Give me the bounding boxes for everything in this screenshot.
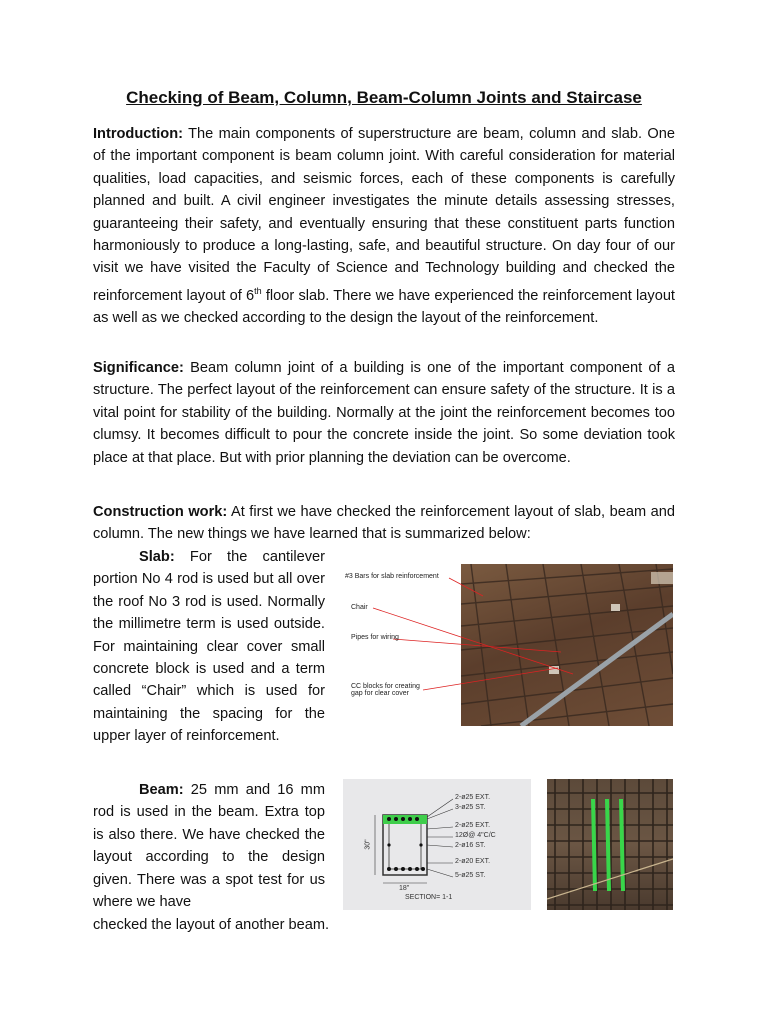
drawing-label-5: 2-ø16 ST. <box>455 842 486 849</box>
drawing-label-4: 12Ø@ 4"C/C <box>455 832 496 839</box>
significance-paragraph <box>93 357 675 469</box>
page-title: Checking of Beam, Column, Beam-Column Joints and Staircase <box>126 88 642 107</box>
beam-heading: Beam: <box>139 782 184 798</box>
drawing-label-3: 2-ø25 EXT. <box>455 822 491 829</box>
construction-heading: Construction work: <box>93 504 228 520</box>
label-pipes: Pipes for wiring <box>351 634 399 641</box>
drawing-label-6: 2-ø20 EXT. <box>455 858 491 865</box>
intro-heading: Introduction: <box>93 126 183 142</box>
slab-figure <box>343 556 673 726</box>
beam-section-drawing <box>343 779 531 910</box>
label-bars: #3 Bars for slab reinforcement <box>345 573 439 580</box>
significance-text: Beam column joint of a building is one of the important component of a structure. The perfect layout of the reinforcement can ensure safety of the structure. It is a vital point for stability of the building. Normally at the joint the reinforcement becomes too clumsy. It becomes difficult to pour the concrete inside the joint. So some deviation took place at that place. But with prior planning the deviation can be overcome. <box>93 360 675 466</box>
drawing-label-2: 3-ø25 ST. <box>455 804 486 811</box>
intro-paragraph <box>93 123 675 330</box>
beam-text-narrow: 25 mm and 16 mm rod is used in the beam. Extra top is also there. We have checked the layout according to the design given. There was a spot test for us where we have <box>93 782 325 911</box>
slab-paragraph <box>93 546 325 748</box>
label-cc-line1: CC blocks for creating <box>351 683 420 690</box>
label-cc-blocks <box>351 683 420 697</box>
construction-paragraph <box>93 501 675 546</box>
drawing-section-label: SECTION= 1-1 <box>405 894 453 901</box>
drawing-height: 30" <box>364 839 372 850</box>
intro-text-b: floor slab. There we have experienced the reinforcement layout as well as we checked according to the design the layout of the reinforcement. <box>93 287 675 327</box>
slab-text: For the cantilever portion No 4 rod is used but all over the roof No 3 rod is used. Normally the millimetre term is used outside. For maintaining clear cover small concrete block is used and a term called “Chair” which is used for maintaining the spacing for the upper layer of reinforcement. <box>93 549 325 745</box>
drawing-width: 18" <box>399 885 410 892</box>
beam-photo <box>547 779 673 910</box>
label-chair: Chair <box>351 604 368 611</box>
significance-heading: Significance: <box>93 360 184 376</box>
label-cc-line2: gap for clear cover <box>351 690 409 697</box>
drawing-label-1: 2-ø25 EXT. <box>455 794 491 801</box>
beam-paragraph <box>93 779 325 913</box>
beam-text-tail: checked the layout of another beam. <box>93 917 330 933</box>
slab-leader-lines <box>343 556 673 726</box>
intro-sup: th <box>254 285 262 296</box>
intro-text-a: The main components of superstructure are beam, column and slab. One of the important component is beam column joint. With careful consideration for material qualities, load capacities, and seismic forces, each of these components is carefully planned and built. A civil engineer investigates the minute details assessing stresses, guaranteeing their safety, and eventually ensuring that these constituent parts function harmoniously to produce a long-lasting, safe, and beautiful structure. On day four of our visit we have visited the Faculty of Science and Technology building and checked the reinforcement layout of 6 <box>93 126 675 304</box>
slab-heading: Slab: <box>139 549 175 565</box>
drawing-label-7: 5-ø25 ST. <box>455 872 486 879</box>
beam-last-line <box>93 914 675 936</box>
construction-text: At first we have checked the reinforcement layout of slab, beam and column. The new things we have learned that is summarized below: <box>93 504 675 543</box>
beam-photo-graphic <box>547 779 673 910</box>
